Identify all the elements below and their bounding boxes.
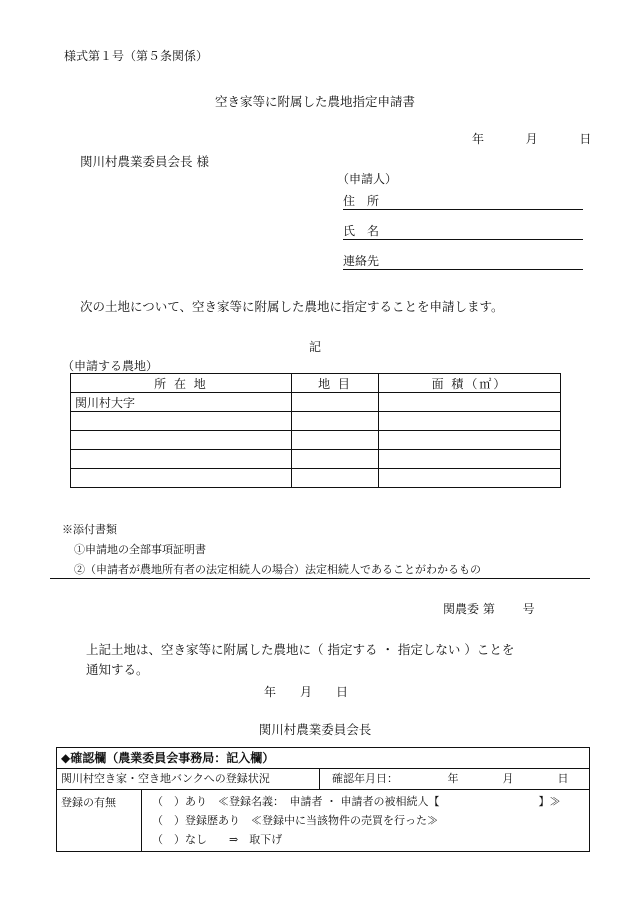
address-label: 住 所 [343, 194, 380, 208]
attachments-heading: ※添付書類 [62, 523, 117, 536]
cell-area[interactable] [379, 469, 561, 488]
cell-land-category[interactable] [292, 431, 379, 450]
notice-date: 年 月 日 [264, 685, 349, 699]
cell-location[interactable] [71, 469, 292, 488]
table-header-row [71, 374, 561, 393]
application-date [472, 130, 591, 147]
registration-row [57, 790, 589, 851]
notice-issuer: 関川村農業委員会長 [258, 722, 372, 737]
notice-number: 関農委 第 号 [443, 602, 535, 616]
cell-area[interactable] [379, 450, 561, 469]
attachment-item: ①申請地の全部事項証明書 [74, 543, 206, 556]
confirmation-box [56, 747, 590, 852]
cell-land-category[interactable] [292, 412, 379, 431]
header-land-category: 地 目 [292, 374, 379, 393]
table-row [71, 469, 561, 488]
option-registered[interactable]: （ ）あり ≪登録名義： 申請者 ・ 申請者の被相続人【 】≫ [152, 795, 561, 808]
name-field[interactable] [343, 222, 583, 240]
cell-location[interactable] [71, 450, 292, 469]
application-statement: 次の土地について、空き家等に附属した農地に指定することを申請します。 [80, 299, 504, 314]
ki-heading: 記 [308, 340, 321, 354]
confirm-date[interactable]: 確認年月日： 年 月 日 [332, 772, 569, 785]
address-field[interactable] [343, 192, 583, 210]
section-divider [50, 578, 590, 579]
cell-area[interactable] [379, 412, 561, 431]
table-row [71, 393, 561, 412]
option-not-registered[interactable]: （ ）なし ⇒ 取下げ [152, 833, 283, 846]
header-area: 面 積（㎡） [379, 374, 561, 393]
bank-status-label: 関川村空き家・空き地バンクへの登録状況 [57, 769, 320, 789]
table-row [71, 431, 561, 450]
applicant-label: （申請人） [337, 172, 398, 186]
header-location: 所 在 地 [71, 374, 292, 393]
notice-text-line2: 通知する。 [86, 662, 149, 677]
attachment-item: ②（申請者が農地所有者の法定相続人の場合）法定相続人であることがわかるもの [74, 563, 481, 576]
notice-text-line1: 上記土地は、空き家等に附属した農地に（ 指定する ・ 指定しない ）ことを [86, 642, 515, 657]
cell-location[interactable]: 関川村大字 [71, 393, 292, 412]
cell-land-category[interactable] [292, 450, 379, 469]
option-previously-registered[interactable]: （ ）登録歴あり ≪登録中に当該物件の売買を行った≫ [152, 814, 438, 827]
bank-status-row [57, 769, 589, 790]
table-row [71, 412, 561, 431]
form-number: 様式第１号（第５条関係） [64, 49, 209, 63]
table-row [71, 450, 561, 469]
cell-area[interactable] [379, 431, 561, 450]
contact-field[interactable] [343, 252, 583, 270]
cell-area[interactable] [379, 393, 561, 412]
land-section-label: （申請する農地） [62, 359, 159, 373]
document-title: 空き家等に附属した農地指定申請書 [214, 94, 415, 109]
cell-location[interactable] [71, 431, 292, 450]
contact-label: 連絡先 [343, 254, 380, 268]
registration-label: 登録の有無 [57, 790, 142, 851]
confirmation-heading: ◆確認欄（農業委員会事務局：記入欄） [57, 748, 589, 769]
addressee: 関川村農業委員会長 様 [80, 154, 209, 169]
cell-land-category[interactable] [292, 393, 379, 412]
registration-options [142, 790, 589, 851]
date-year: 年 [472, 132, 485, 146]
cell-location[interactable] [71, 412, 292, 431]
name-label: 氏 名 [343, 224, 380, 238]
date-day: 日 [579, 132, 592, 146]
date-month: 月 [525, 132, 538, 146]
cell-land-category[interactable] [292, 469, 379, 488]
land-table [70, 373, 561, 488]
